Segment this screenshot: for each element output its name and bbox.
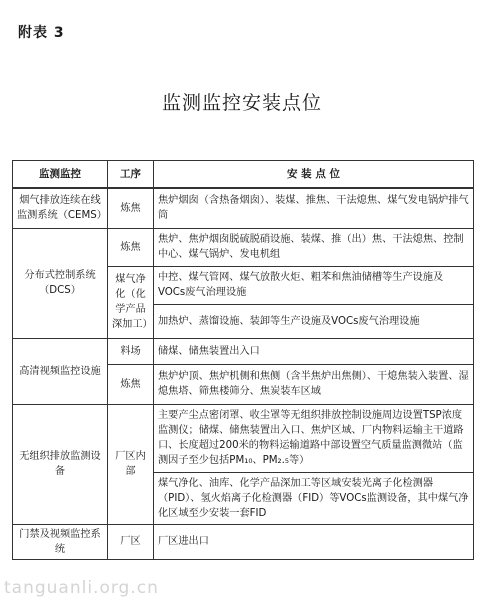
process-cell: 炼焦 <box>108 364 154 404</box>
appendix-label: 附表 3 <box>18 25 65 41</box>
table-row <box>13 228 474 266</box>
header-category: 监测监控 <box>13 161 108 189</box>
process-cell: 厂区内部 <box>108 404 154 524</box>
category-cell: 烟气排放连续在线监测系统（CEMS） <box>13 188 108 228</box>
table-row <box>13 404 474 472</box>
monitoring-table <box>12 160 474 560</box>
location-cell: 焦炉、焦炉烟囱脱硫脱硝设施、装煤、推（出）焦、干法熄焦、控制中心、煤气锅炉、发电机组 <box>154 228 474 266</box>
document-title: 监测监控安装点位 <box>161 92 322 114</box>
process-cell: 炼焦 <box>108 188 154 228</box>
category-cell: 无组织排放监测设备 <box>13 404 108 524</box>
location-cell: 煤气净化、油库、化学产品深加工等区域安装光离子化检测器（PID）、氢火焰离子化检测器（FID）等VOCs监测设备，其中煤气净化区域至少安装一套FID <box>154 472 474 524</box>
location-cell: 中控、煤气管网、煤气放散火炬、粗苯和焦油储槽等生产设施及VOCs废气治理设施 <box>154 266 474 304</box>
process-cell: 炼焦 <box>108 228 154 266</box>
location-cell: 厂区进出口 <box>154 524 474 559</box>
category-cell: 分布式控制系统（DCS） <box>13 228 108 338</box>
process-cell: 煤气净化（化学产品深加工） <box>108 266 154 338</box>
category-cell: 门禁及视频监控系统 <box>13 524 108 559</box>
watermark-text: tanguanli.org.cn <box>4 578 159 598</box>
category-cell: 高清视频监控设施 <box>13 338 108 404</box>
table-row <box>13 524 474 559</box>
location-cell: 储煤、储焦装置出入口 <box>154 338 474 364</box>
header-process: 工序 <box>108 161 154 189</box>
table-row <box>13 188 474 228</box>
header-location: 安 装 点 位 <box>154 161 474 189</box>
process-cell: 料场 <box>108 338 154 364</box>
process-cell: 厂区 <box>108 524 154 559</box>
location-cell: 焦炉炉顶、焦炉机侧和焦侧（含半焦炉出焦侧）、干熄焦装入装置、湿熄焦塔、筛焦楼筛分、焦炭装车区域 <box>154 364 474 404</box>
location-cell: 加热炉、蒸馏设施、装卸等生产设施及VOCs废气治理设施 <box>154 304 474 338</box>
table-row <box>13 338 474 364</box>
table-header-row <box>13 161 474 189</box>
location-cell: 主要产尘点密闭罩、收尘罩等无组织排放控制设施周边设置TSP浓度监测仪；储煤、储焦装置出入口、焦炉区域、厂内物料运输主干道路口、长度超过200米的物料运输道路中部设置空气质量监测微站（监测因子至少包括PM₁₀、PM₂.₅等） <box>154 404 474 472</box>
location-cell: 焦炉烟囱（含热备烟囱）、装煤、推焦、干法熄焦、煤气发电锅炉排气筒 <box>154 188 474 228</box>
